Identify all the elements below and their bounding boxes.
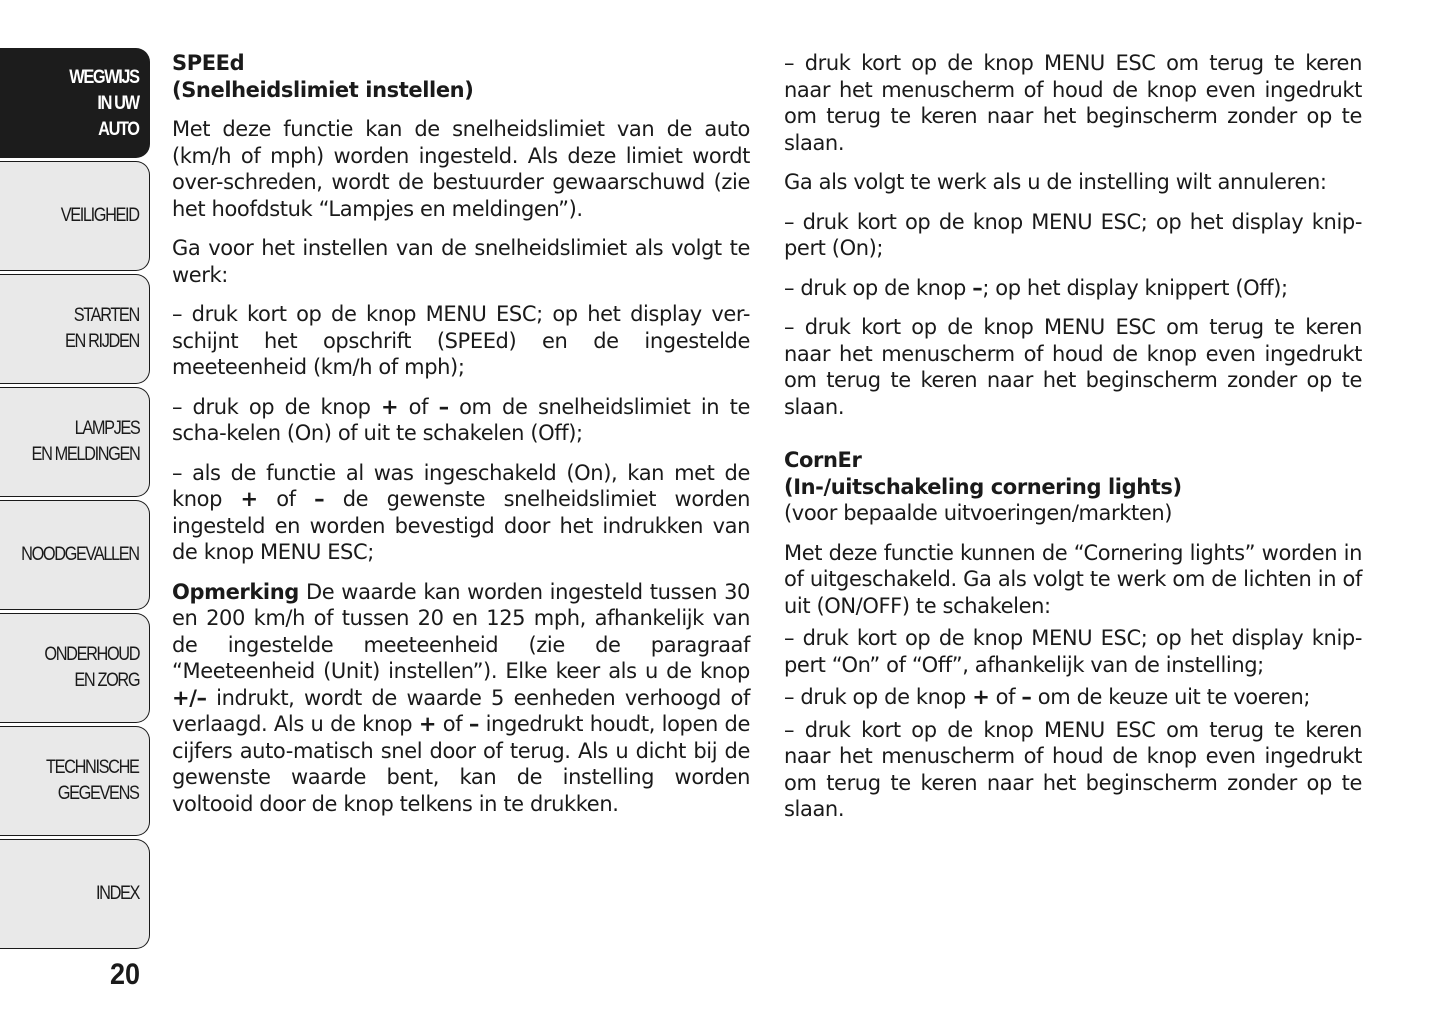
note-paragraph: Opmerking De waarde kan worden ingesteld tussen 30 en 200 km/h of tussen 20 en 125 mph, afhankelijk van de ingestelde meeteenheid (zie de paragraaf “Meeteenheid (Unit) instellen”). Elke keer als u de knop +/– indrukt, wordt de waarde 5 eenheden verhoogd of verlaagd. Als u de knop + of – ingedrukt houdt, lopen de cijfers auto-matisch snel door of terug. Als u dicht bij de gewenste waarde bent, kan de instelling worden voltooid door de knop telkens in te drukken. bbox=[172, 579, 751, 816]
paragraph: – druk kort op de knop MENU ESC om terug te keren naar het menuscherm of houd de knop even ingedrukt om terug te keren naar het beginscherm zonder op te slaan. bbox=[784, 51, 1362, 155]
tab-onderhoud-en-zorg[interactable] bbox=[0, 613, 150, 723]
paragraph: – druk op de knop –; op het display knippert (Off); bbox=[784, 275, 1288, 300]
section-subtitle: (In-/uitschakeling cornering lights) bbox=[784, 474, 1182, 499]
paragraph: Ga voor het instellen van de snelheidslimiet als volgt te werk: bbox=[172, 236, 750, 287]
tab-label: LAMPJES EN MELDINGEN bbox=[31, 418, 139, 465]
section-subtitle: (Snelheidslimiet instellen) bbox=[172, 77, 474, 102]
tab-noodgevallen[interactable] bbox=[0, 500, 150, 610]
paragraph: – druk kort op de knop MENU ESC om terug te keren naar het menuscherm of houd de knop even ingedrukt om terug te keren naar het beginscherm zonder op te slaan. bbox=[784, 315, 1362, 419]
tab-label: WEGWIJS IN UW AUTO bbox=[69, 67, 139, 140]
paragraph: – druk kort op de knop MENU ESC; op het display knip-pert (On); bbox=[784, 209, 1362, 260]
paragraph: – druk kort op de knop MENU ESC om terug te keren naar het menuscherm of houd de knop even ingedrukt om terug te keren naar het beginscherm zonder op te slaan. bbox=[784, 717, 1362, 821]
tab-label: TECHNISCHE GEGEVENS bbox=[46, 757, 139, 804]
paragraph: – druk op de knop + of – om de keuze uit te voeren; bbox=[784, 685, 1311, 709]
section-title: CornEr bbox=[784, 448, 862, 472]
tab-label: INDEX bbox=[95, 883, 139, 904]
paragraph: – als de functie al was ingeschakeld (On), kan met de knop + of – de gewenste snelheidslimiet worden ingesteld en worden bevestigd door het indrukken van de knop MENU ESC; bbox=[172, 460, 751, 564]
paragraph: – druk kort op de knop MENU ESC; op het display knip-pert “On” of “Off”, afhankelijk van de instelling; bbox=[784, 626, 1362, 677]
note-label: Opmerking bbox=[172, 579, 299, 604]
left-column bbox=[172, 50, 750, 830]
paragraph: – druk kort op de knop MENU ESC; op het display ver-schijnt het opschrift (SPEEd) en de ingestelde meeteenheid (km/h of mph); bbox=[172, 302, 750, 379]
tab-technische-gegevens[interactable] bbox=[0, 726, 150, 836]
tab-label: NOODGEVALLEN bbox=[21, 544, 139, 565]
tab-label: VEILIGHEID bbox=[61, 205, 139, 226]
tab-veiligheid[interactable] bbox=[0, 161, 150, 271]
tab-index[interactable] bbox=[0, 839, 150, 949]
section-note: (voor bepaalde uitvoeringen/markten) bbox=[784, 501, 1173, 525]
tab-starten-en-rijden[interactable] bbox=[0, 274, 150, 384]
page-number: 20 bbox=[109, 958, 140, 991]
paragraph: Met deze functie kunnen de “Cornering lights” worden in of uitgeschakeld. Ga als volgt te werk om de lichten in of uit (ON/OFF) te schakelen: bbox=[784, 540, 1362, 618]
paragraph: Met deze functie kan de snelheidslimiet van de auto (km/h of mph) worden ingesteld. Als deze limiet wordt over-schreden, wordt de bestuurder gewaarschuwd (zie het hoofdstuk “Lampjes en meldingen”). bbox=[172, 117, 750, 221]
tab-wegwijs-in-uw-auto[interactable] bbox=[0, 48, 150, 158]
tab-lampjes-en-meldingen[interactable] bbox=[0, 387, 150, 497]
paragraph: Ga als volgt te werk als u de instelling wilt annuleren: bbox=[784, 170, 1327, 194]
paragraph: – druk op de knop + of – om de snelheidslimiet in te scha-kelen (On) of uit te schakelen (Off); bbox=[172, 394, 750, 445]
right-column bbox=[784, 50, 1362, 836]
tab-label: ONDERHOUD EN ZORG bbox=[44, 644, 139, 691]
tab-label: STARTEN EN RIJDEN bbox=[65, 305, 139, 352]
section-title: SPEEd bbox=[172, 51, 245, 75]
